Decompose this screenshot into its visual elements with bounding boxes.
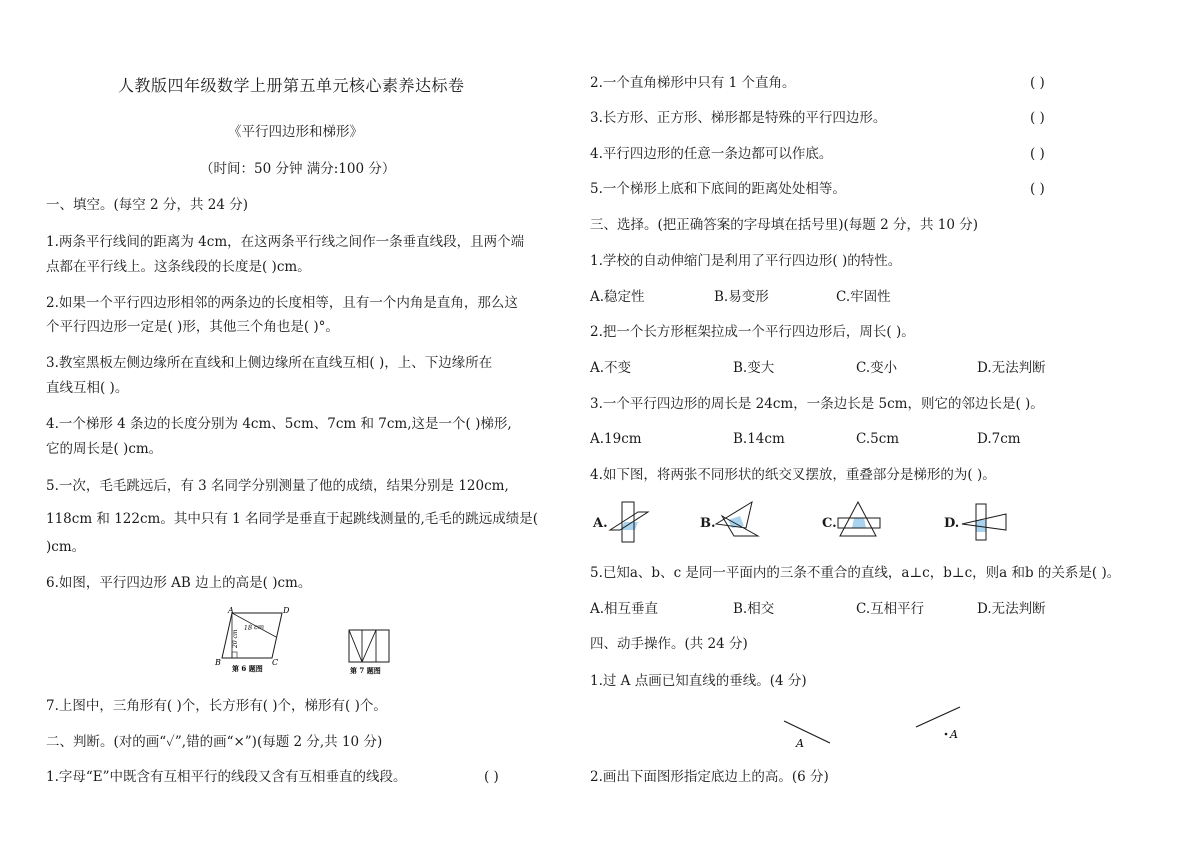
question-1-line-2: 点都在平行线上。这条线段的长度是( )cm。 [46,259,311,275]
choice-4-option-b-figure[interactable] [712,500,762,544]
operation-1-line-left [784,721,830,743]
question-5-line-2: 118cm 和 122cm。其中只有 1 名同学是垂直于起跳线测量的,毛毛的跳远成绩是( [46,511,539,527]
operation-1-point-a [945,733,948,736]
figure-6-label-b: B [215,658,221,667]
choice-5: 5.已知a、b、c 是同一平面内的三条不重合的直线，a⊥c，b⊥c，则a 和b 的关系是( )。 [590,565,1121,581]
section-3-header: 三、选择。(把正确答案的字母填在括号里)(每题 2 分，共 10 分) [590,217,978,233]
choice-5-option-d[interactable]: D.无法判断 [977,601,1046,617]
choice-1: 1.学校的自动伸缩门是利用了平行四边形( )的特性。 [590,253,902,269]
choice-5-option-b[interactable]: B.相交 [733,601,775,617]
exam-title: 人教版四年级数学上册第五单元核心素养达标卷 [118,76,465,95]
question-5-line-3: )cm。 [46,539,86,555]
question-5-line-1: 5.一次，毛毛跳远后，有 3 名同学分别测量了他的成绩，结果分别是 120cm, [46,478,509,494]
choice-1-option-c[interactable]: C.牢固性 [836,289,891,305]
choice-4-option-a-figure[interactable] [608,500,652,544]
operation-1-line-right [916,707,960,727]
choice-4-option-d-figure[interactable] [958,500,1010,544]
judge-2-answer-paren[interactable]: ( ) [1030,75,1045,91]
judge-4: 4.平行四边形的任意一条边都可以作底。 [590,146,833,162]
question-2-line-1: 2.如果一个平行四边形相邻的两条边的长度相等，且有一个内角是直角，那么这 [46,295,518,311]
choice-3-option-b[interactable]: B.14cm [733,431,785,447]
judge-2: 2.一个直角梯形中只有 1 个直角。 [590,75,796,91]
judge-5-answer-paren[interactable]: ( ) [1030,181,1045,197]
choice-2: 2.把一个长方形框架拉成一个平行四边形后，周长( )。 [590,324,915,340]
choice-4-option-b-label[interactable]: B. [700,516,716,531]
choice-5-option-a[interactable]: A.相互垂直 [590,601,659,617]
question-6: 6.如图，平行四边形 AB 边上的高是( )cm。 [46,575,312,591]
section-1-header: 一、填空。(每空 2 分，共 24 分) [46,197,248,213]
section-2-header: 二、判断。(对的画“✓”,错的画“×”)(每题 2 分,共 10 分) [46,734,383,750]
choice-4-option-d-label[interactable]: D. [944,516,960,531]
choice-3-option-c[interactable]: C.5cm [856,431,900,447]
choice-4-option-a-label[interactable]: A. [593,516,608,531]
choice-2-option-b[interactable]: B.变大 [733,360,775,376]
question-1-line-1: 1.两条平行线间的距离为 4cm，在这两条平行线之间作一条垂直线段，且两个端 [46,234,525,250]
question-7: 7.上图中，三角形有( )个，长方形有( )个，梯形有( )个。 [46,698,387,714]
judge-3-answer-paren[interactable]: ( ) [1030,110,1045,126]
figure-7-shapes [342,628,398,678]
question-3-line-1: 3.教室黑板左侧边缘所在直线和上侧边缘所在直线互相( )，上、下边缘所在 [46,355,493,371]
figure-6-label-a: A [228,606,234,615]
operation-1-figure [776,705,966,753]
exam-subtitle: 《平行四边形和梯形》 [228,124,363,140]
choice-1-option-a[interactable]: A.稳定性 [590,289,645,305]
choice-2-option-d[interactable]: D.无法判断 [977,360,1046,376]
exam-time-info: （时间：50 分钟 满分:100 分） [200,161,396,177]
judge-5: 5.一个梯形上底和下底间的距离处处相等。 [590,181,846,197]
choice-3-option-a[interactable]: A.19cm [590,431,642,447]
figure-6-label-d: D [283,606,290,615]
operation-1-label-a-left: A [796,737,804,750]
figure-6-length-20: 20 cm [232,629,239,648]
choice-2-option-c[interactable]: C.变小 [856,360,898,376]
choice-4: 4.如下图，将两张不同形状的纸交叉摆放，重叠部分是梯形的为( )。 [590,467,996,483]
judge-3: 3.长方形、正方形、梯形都是特殊的平行四边形。 [590,110,887,126]
operation-2: 2.画出下面图形指定底边上的高。(6 分) [590,769,829,785]
section-4-header: 四、动手操作。(共 24 分) [590,636,748,652]
figure-6-caption: 第 6 题图 [232,664,263,673]
operation-1-label-a-right: A [950,728,958,741]
figure-6-label-c: C [272,658,279,667]
choice-2-option-a[interactable]: A.不变 [590,360,632,376]
question-4-line-1: 4.一个梯形 4 条边的长度分别为 4cm、5cm、7cm 和 7cm,这是一个( )梯形, [46,416,512,432]
question-3-line-2: 直线互相( )。 [46,380,129,396]
choice-3-option-d[interactable]: D.7cm [977,431,1021,447]
question-4-line-2: 它的周长是( )cm。 [46,441,163,457]
figure-7-caption: 第 7 题图 [350,666,381,675]
choice-5-option-c[interactable]: C.互相平行 [856,601,925,617]
judge-4-answer-paren[interactable]: ( ) [1030,146,1045,162]
judge-1-answer-paren[interactable]: ( ) [484,769,499,785]
choice-1-option-b[interactable]: B.易变形 [714,289,769,305]
operation-1: 1.过 A 点画已知直线的垂线。(4 分) [590,673,807,689]
question-2-line-2: 个平行四边形一定是( )形，其他三个角也是( )°。 [46,319,339,335]
choice-4-option-c-label[interactable]: C. [822,516,837,531]
choice-4-option-c-figure[interactable] [836,500,884,544]
judge-1: 1.字母“E”中既含有互相平行的线段又含有互相垂直的线段。 [46,769,407,785]
choice-3: 3.一个平行四边形的周长是 24cm，一条边长是 5cm，则它的邻边长是( )。 [590,396,1044,412]
figure-6-length-18: 18 cm [243,622,265,632]
figure-6-parallelogram [210,605,300,677]
